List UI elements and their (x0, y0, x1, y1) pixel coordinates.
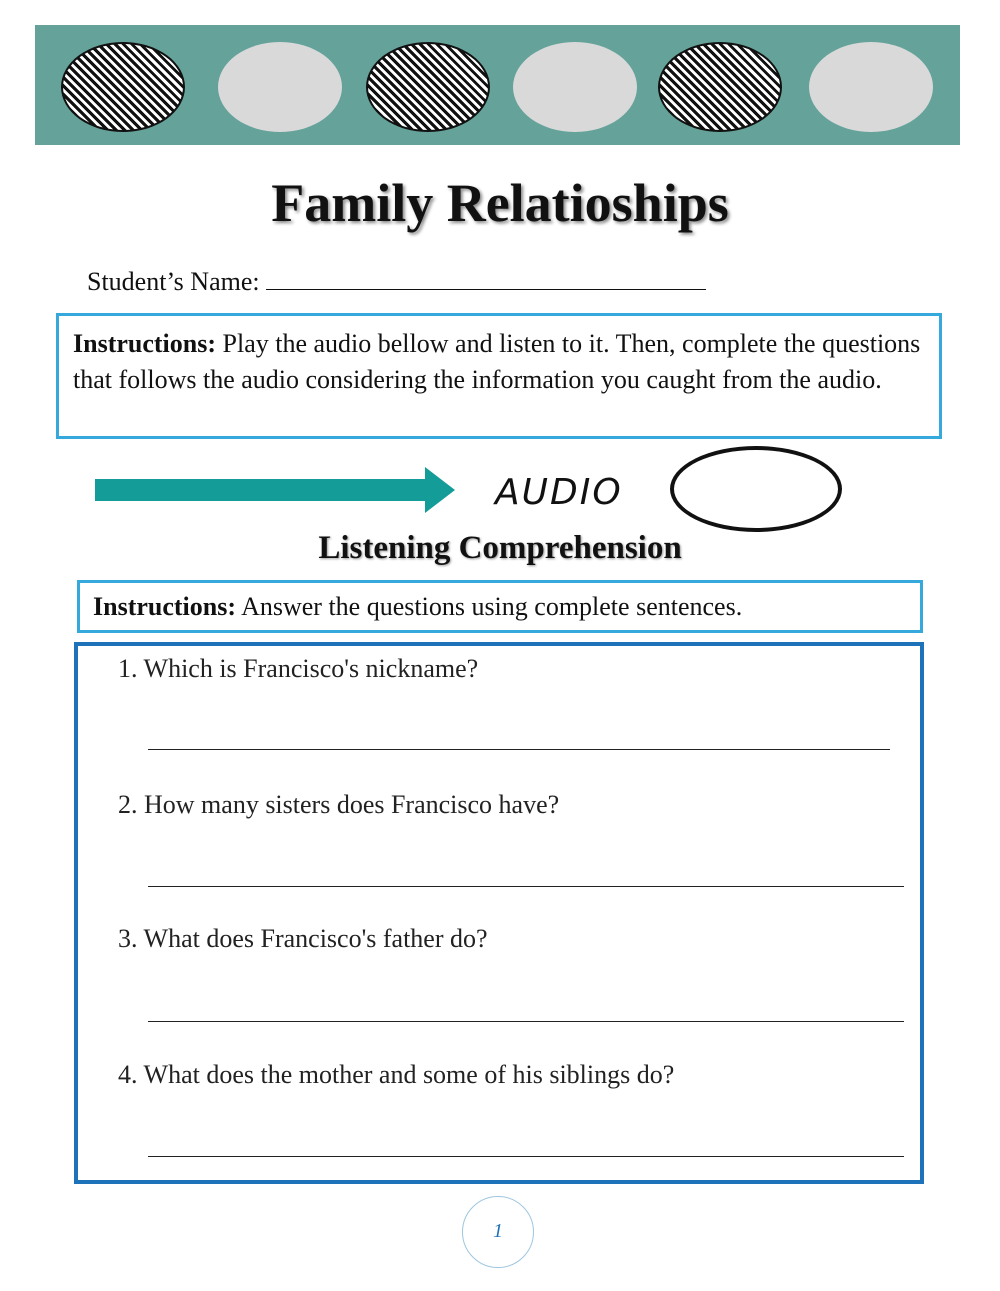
answer-line-1[interactable] (148, 749, 890, 750)
page-number: 1 (462, 1196, 534, 1268)
gray-oval-decoration (809, 42, 933, 132)
hatched-oval-decoration (61, 42, 185, 132)
audio-player-button[interactable] (670, 446, 842, 532)
instructions-box (56, 313, 942, 439)
student-name-label: Student’s Name: (87, 267, 260, 296)
instructions-label: Instructions: (93, 592, 237, 621)
question-3: 3. What does Francisco's father do? (118, 924, 488, 953)
hatched-oval-decoration (658, 42, 782, 132)
answer-line-3[interactable] (148, 1021, 904, 1022)
student-name-row (87, 265, 706, 297)
answer-line-4[interactable] (148, 1156, 904, 1157)
gray-oval-decoration (218, 42, 342, 132)
questions-box (74, 642, 924, 1184)
answer-instructions-box (77, 580, 923, 633)
section-title: Listening Comprehension (318, 530, 682, 566)
question-4: 4. What does the mother and some of his siblings do? (118, 1060, 675, 1089)
hatched-oval-decoration (366, 42, 490, 132)
instructions-label: Instructions: (73, 329, 217, 358)
arrow-right-icon (95, 467, 455, 513)
question-2: 2. How many sisters does Francisco have? (118, 790, 560, 819)
instructions-text: Play the audio bellow and listen to it. Then, complete the questions that follows the audio considering the information you caught from the audio. (73, 329, 921, 394)
page-title: Family Relatioships (271, 173, 729, 233)
header-banner (35, 25, 960, 145)
answer-line-2[interactable] (148, 886, 904, 887)
audio-label: AUDIO (495, 472, 623, 513)
gray-oval-decoration (513, 42, 637, 132)
instructions-text: Answer the questions using complete sentences. (236, 592, 743, 621)
question-1: 1. Which is Francisco's nickname? (118, 654, 479, 683)
student-name-field[interactable] (266, 265, 706, 290)
